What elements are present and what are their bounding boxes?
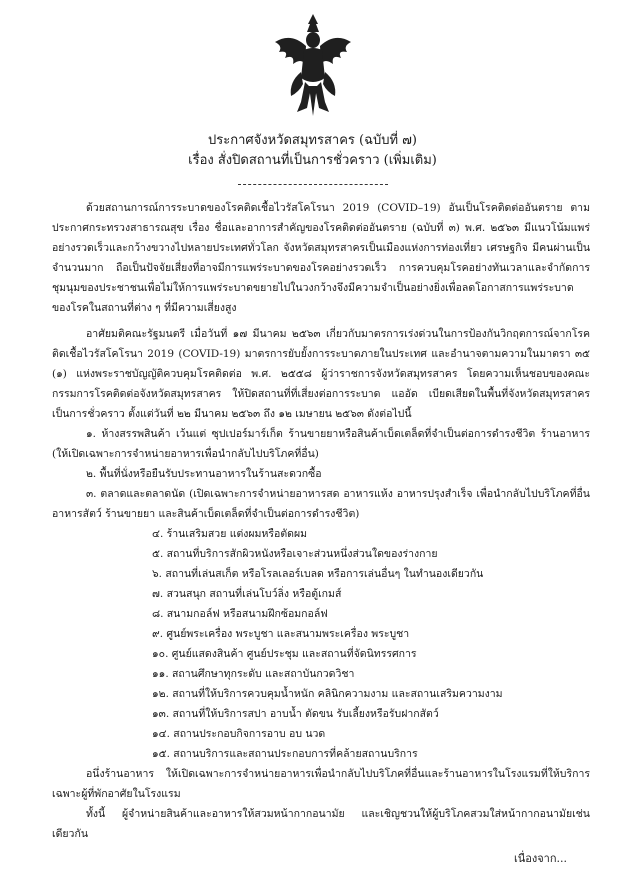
list-item: ๖. สถานที่เล่นสเก็ต หรือโรลเลอร์เบลด หรือการเล่นอื่นๆ ในทำนองเดียวกัน [152, 568, 484, 580]
announcement-subject: เรื่อง สั่งปิดสถานที่เป็นการชั่วคราว (เพิ่มเติม) [188, 153, 437, 168]
list-item: ๔. ร้านเสริมสวย แต่งผมหรือตัดผม [152, 528, 308, 540]
list-item: ๑๓. สถานที่ให้บริการสปา อาบน้ำ ตัดขน รับเลี้ยงหรือรับฝากสัตว์ [152, 708, 439, 720]
announcement-title: ประกาศจังหวัดสมุทรสาคร (ฉบับที่ ๗) [208, 133, 417, 148]
list-item: ๑๐. ศูนย์แสดงสินค้า ศูนย์ประชุม และสถานที่จัดนิทรรศการ [152, 648, 417, 660]
document-body [52, 198, 590, 844]
note-restaurants: อนึ่งร้านอาหาร ให้เปิดเฉพาะการจำหน่ายอาหารเพื่อนำกลับไปบริโภคที่อื่นและร้านอาหารในโรงแรมที่ให้บริการเฉพาะผู้ที่พักอาศัยในโรงแรม [52, 768, 590, 800]
list-item: ๑. ห้างสรรพสินค้า เว้นแต่ ซุปเปอร์มาร์เก็ต ร้านขายยาหรือสินค้าเบ็ดเตล็ดที่จำเป็นต่อการดำรงชีวิต ร้านอาหาร (ให้เปิดเฉพาะการจำหน่ายอาหารเพื่อนำกลับไปบริโภคที่อื่น) [52, 428, 590, 460]
list-item: ๑๒. สถานที่ให้บริการควบคุมน้ำหนัก คลินิกความงาม และสถานเสริมความงาม [152, 688, 503, 700]
title-divider [238, 184, 388, 185]
list-item: ๑๕. สถานบริการและสถานประกอบการที่คล้ายสถานบริการ [152, 748, 418, 760]
list-item: ๙. ศูนย์พระเครื่อง พระบูชา และสนามพระเครื่อง พระบูชา [152, 628, 410, 640]
list-item: ๓. ตลาดและตลาดนัด (เปิดเฉพาะการจำหน่ายอาหารสด อาหารแห้ง อาหารปรุงสำเร็จ เพื่อนำกลับไปบริโภคที่อื่น อาหารสัตว์ ร้านขายยา และสินค้าเบ็ดเตล็ดที่จำเป็นต่อการดำรงชีวิต) [52, 488, 590, 520]
list-item: ๘. สนามกอล์ฟ หรือสนามฝึกซ้อมกอล์ฟ [152, 608, 328, 620]
list-item: ๗. สวนสนุก สถานที่เล่นโบว์ลิ่ง หรือตู้เกมส์ [152, 588, 342, 600]
list-item: ๒. พื้นที่นั่งหรือยืนรับประทานอาหารในร้านสะดวกซื้อ [86, 468, 322, 480]
paragraph-background: ด้วยสถานการณ์การระบาดของโรคติดเชื้อไวรัสโคโรนา 2019 (COVID–19) อันเป็นโรคติดต่ออันตราย ตามประกาศกระทรวงสาธารณสุข เรื่อง ชื่อและอาการสำคัญของโรคติดต่ออันตราย (ฉบับที่ ๓) พ.ศ. ๒๕๖๓ มีแนวโน้มแพร่อย่างรวดเร็วและกว้างขวางไปหลายประเทศทั่วโลก จังหวัดสมุทรสาครเป็นเมืองแห่งการท่องเที่ยว เศรษฐกิจ มีคนผ่านเป็นจำนวนมาก ถือเป็นปัจจัยเสี่ยงที่อาจมีการแพร่ระบาดของโรคอย่างรวดเร็ว การควบคุมโรคอย่างทันเวลาและจำกัดการชุมนุมของประชาชนเพื่อไม่ให้การแพร่ระบาดขยายไปในวงกว้างจึงมีความจำเป็นอย่างยิ่งเพื่อลดโอกาสการแพร่ระบาดของโรคในสถานที่ต่าง ๆ ที่มีความเสี่ยงสูง [52, 202, 590, 314]
list-item: ๑๑. สถานศึกษาทุกระดับ และสถาบันกวดวิชา [152, 668, 355, 680]
paragraph-authority: อาศัยมติคณะรัฐมนตรี เมื่อวันที่ ๑๗ มีนาคม ๒๕๖๓ เกี่ยวกับมาตรการเร่งด่วนในการป้องกันวิกฤตการณ์จากโรคติดเชื้อไวรัสโคโรนา 2019 (COVID-19) มาตรการยับยั้งการระบาดภายในประเทศ และอำนาจตามความในมาตรา ๓๕ (๑) แห่งพระราชบัญญัติควบคุมโรคติดต่อ พ.ศ. ๒๕๕๘ ผู้ว่าราชการจังหวัดสมุทรสาคร โดยความเห็นชอบของคณะกรรมการโรคติดต่อจังหวัดสมุทรสาคร ให้ปิดสถานที่ที่เสี่ยงต่อการระบาด แออัด เบียดเสียดในพื้นที่จังหวัดสมุทรสาครเป็นการชั่วคราว ตั้งแต่วันที่ ๒๒ มีนาคม ๒๕๖๓ ถึง ๑๒ เมษายน ๒๕๖๓ ดังต่อไปนี้ [52, 328, 590, 420]
garuda-emblem-icon [271, 12, 355, 120]
continued-marker: เนื่องจาก... [513, 852, 567, 865]
list-item: ๑๔. สถานประกอบกิจการอาบ อบ นวด [152, 728, 326, 740]
note-masks: ทั้งนี้ ผู้จำหน่ายสินค้าและอาหารให้สวมหน้ากากอนามัย และเชิญชวนให้ผู้บริโภคสวมใส่หน้ากากอนามัยเช่นเดียวกัน [52, 808, 590, 840]
list-item: ๕. สถานที่บริการสักผิวหนังหรือเจาะส่วนหนึ่งส่วนใดของร่างกาย [152, 548, 438, 560]
